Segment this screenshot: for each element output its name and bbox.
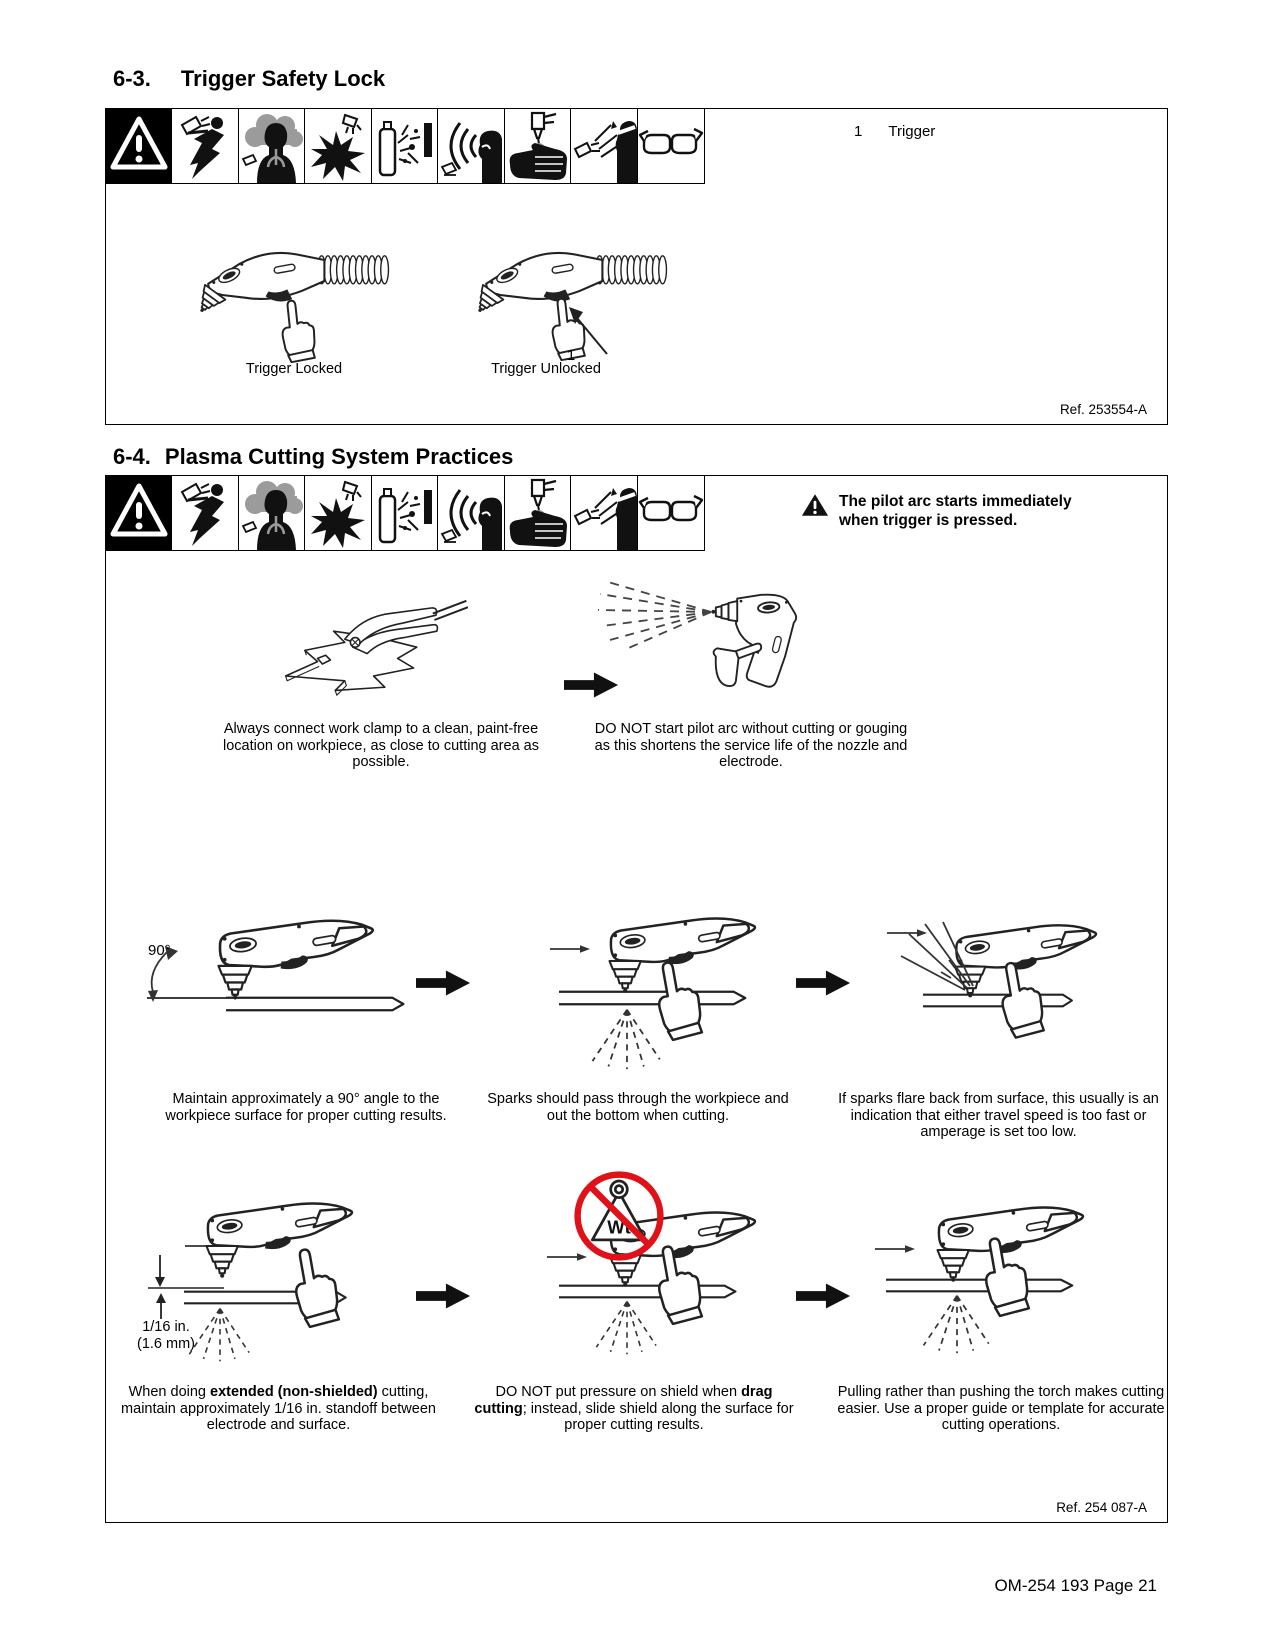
sparks-through-workpiece-illustration <box>541 914 756 1086</box>
section-number: 6-3. <box>113 66 151 91</box>
sparks-flare-back-illustration <box>881 916 1081 1051</box>
safety-glasses-icon <box>637 475 705 551</box>
figure-legend <box>854 123 935 140</box>
section-6-4-heading <box>113 444 513 470</box>
work-clamp-illustration <box>276 596 468 716</box>
angle-90-illustration <box>141 908 421 1053</box>
warning-text: The pilot arc starts immediately when trigger is pressed. <box>839 493 1072 530</box>
section-number: 6-4. <box>113 444 151 469</box>
pilot-arc-warning <box>801 492 1087 531</box>
flow-arrow-icon <box>796 1281 852 1311</box>
safety-icon-strip <box>105 475 705 551</box>
caption-no-pressure <box>474 1384 794 1434</box>
pierce-hand-icon <box>504 108 572 184</box>
flow-arrow-icon <box>416 968 472 998</box>
noise-hazard-icon <box>437 475 505 551</box>
pull-torch-illustration <box>866 1126 1091 1366</box>
section-title: Trigger Safety Lock <box>180 66 386 91</box>
standoff-label <box>116 1319 216 1352</box>
warning-triangle-icon <box>105 108 173 184</box>
angle-label: 90° <box>148 942 171 959</box>
flow-arrow-icon <box>416 1281 472 1311</box>
caption-work-clamp: Always connect work clamp to a clean, paint-free location on workpiece, as close to cutting area as possible. <box>223 721 539 771</box>
warning-triangle-icon <box>801 492 829 517</box>
no-pressure-illustration <box>531 1106 786 1361</box>
page-footer: OM-254 193 Page 21 <box>994 1576 1157 1595</box>
warning-triangle-icon <box>105 475 173 551</box>
caption-text: ; instead, slide shield along the surface for proper cutting results. <box>522 1400 794 1434</box>
standoff-label-mm: (1.6 mm) <box>137 1335 195 1352</box>
fire-explosion-icon <box>304 475 372 551</box>
caption-pilot-arc: DO NOT start pilot arc without cutting or gouging as this shortens the service life of the nozzle and electrode. <box>594 721 908 771</box>
section-6-3-heading <box>113 66 385 92</box>
caption-angle-90: Maintain approximately a 90° angle to the workpiece surface for proper cutting results. <box>165 1091 447 1124</box>
caption-pull-torch: Pulling rather than pushing the torch makes cutting easier. Use a proper guide or template for accurate cutting operations. <box>837 1384 1165 1434</box>
caption-bold: extended (non-shielded) <box>210 1384 378 1400</box>
cylinder-sparks-icon <box>371 108 439 184</box>
figure-ref: Ref. 254 087-A <box>1056 1500 1147 1515</box>
caption-sparks-flare: If sparks flare back from surface, this usually is an indication that either travel speed is too fast or amperage is set too low. <box>838 1091 1159 1141</box>
plasma-cutting-practices-figure-box <box>105 475 1168 1523</box>
arc-rays-icon <box>570 475 638 551</box>
noise-hazard-icon <box>437 108 505 184</box>
safety-icon-strip <box>105 108 705 184</box>
caption-trigger-unlocked: Trigger Unlocked <box>491 361 601 377</box>
callout-number: 1 <box>566 347 576 364</box>
pilot-arc-spray-illustration <box>598 582 863 714</box>
caption-standoff <box>121 1384 436 1434</box>
electric-shock-icon <box>171 475 239 551</box>
pierce-hand-icon <box>504 475 572 551</box>
electric-shock-icon <box>171 108 239 184</box>
cylinder-sparks-icon <box>371 475 439 551</box>
caption-bold: drag cutting <box>474 1384 773 1417</box>
arc-rays-icon <box>570 108 638 184</box>
caption-text: When doing <box>128 1384 211 1400</box>
toxic-fumes-icon <box>238 475 306 551</box>
caption-text: DO NOT put pressure on shield when <box>495 1384 742 1400</box>
fire-explosion-icon <box>304 108 372 184</box>
caption-sparks-through: Sparks should pass through the workpiece and out the bottom when cutting. <box>487 1091 789 1124</box>
figure-ref: Ref. 253554-A <box>1059 402 1147 417</box>
trigger-safety-lock-figure-box <box>105 108 1168 425</box>
caption-text: cutting, maintain approximately 1/16 in. standoff between electrode and surface. <box>121 1384 436 1434</box>
caption-trigger-locked: Trigger Locked <box>245 361 343 377</box>
flow-arrow-icon <box>796 968 852 998</box>
standoff-label-inches: 1/16 in. <box>142 1319 190 1335</box>
safety-glasses-icon <box>637 108 705 184</box>
legend-number: 1 <box>854 123 863 140</box>
section-title: Plasma Cutting System Practices <box>164 444 514 469</box>
toxic-fumes-icon <box>238 108 306 184</box>
legend-label: Trigger <box>888 123 936 140</box>
torch-trigger-locked-illustration <box>181 239 411 364</box>
